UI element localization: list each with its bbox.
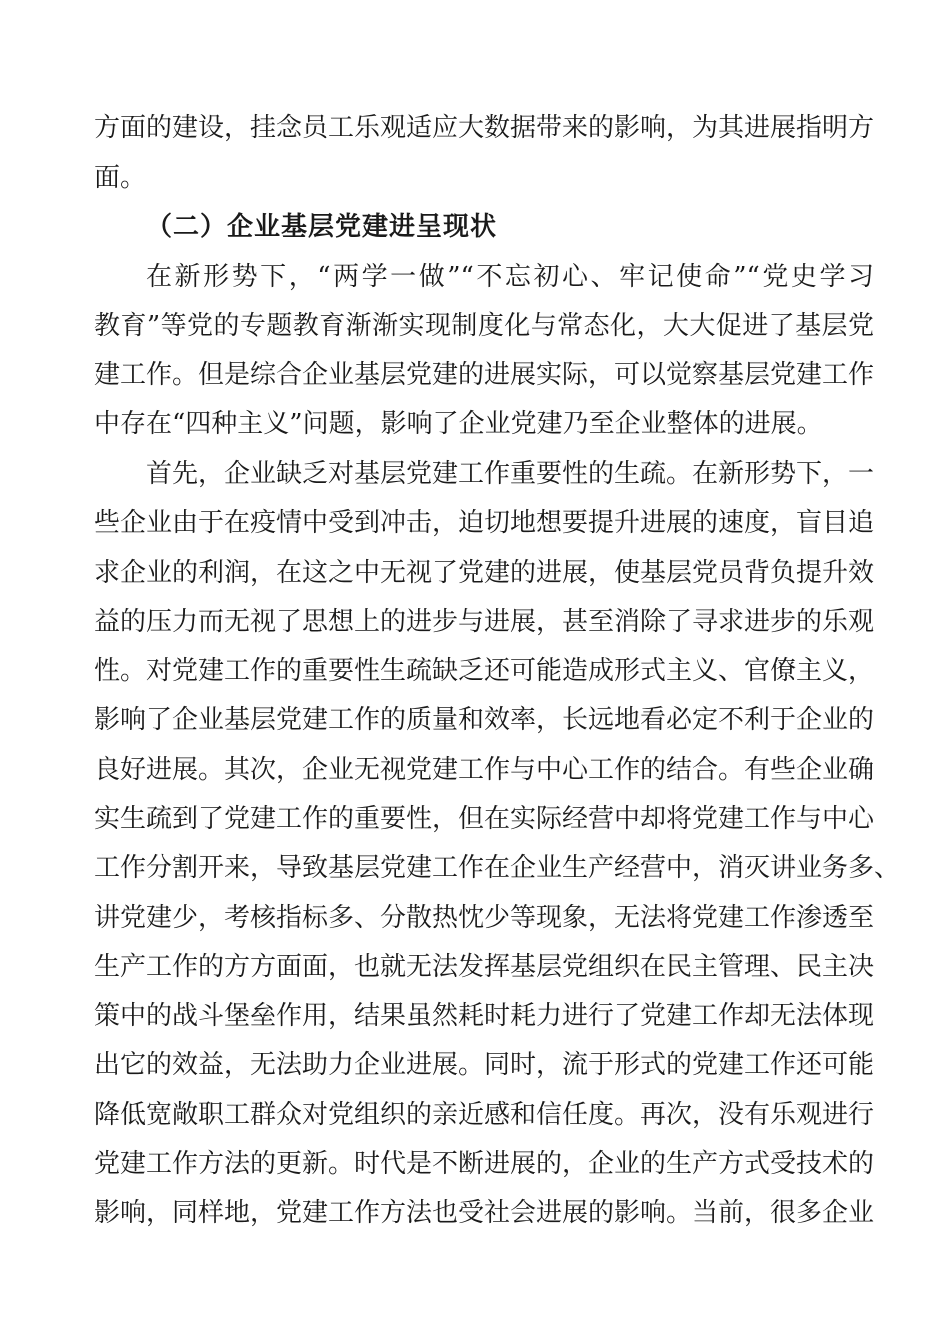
paragraph-line: 实生疏到了党建工作的重要性，但在实际经营中却将党建工作与中心	[94, 804, 875, 834]
paragraph-line: 益的压力而无视了思想上的进步与进展，甚至消除了寻求进步的乐观	[94, 607, 875, 637]
paragraph-line: 首先，企业缺乏对基层党建工作重要性的生疏。在新形势下，一	[146, 459, 875, 489]
paragraph-line: 策中的战斗堡垒作用，结果虽然耗时耗力进行了党建工作却无法体现	[94, 1001, 875, 1031]
paragraph-line: 影响了企业基层党建工作的质量和效率，长远地看必定不利于企业的	[94, 705, 875, 735]
paragraph-line: 教育”等党的专题教育渐渐实现制度化与常态化，大大促进了基层党	[94, 311, 874, 341]
paragraph-line: 影响，同样地，党建工作方法也受社会进展的影响。当前，很多企业	[94, 1198, 875, 1228]
paragraph-line: 出它的效益，无法助力企业进展。同时，流于形式的党建工作还可能	[94, 1050, 875, 1080]
paragraph-line: 生产工作的方方面面，也就无法发挥基层党组织在民主管理、民主决	[94, 952, 875, 982]
paragraph-line: 党建工作方法的更新。时代是不断进展的，企业的生产方式受技术的	[94, 1149, 875, 1179]
paragraph-line: 些企业由于在疫情中受到冲击，迫切地想要提升进展的速度，盲目追	[94, 508, 875, 538]
paragraph-line: 在新形势下，“两学一做”“不忘初心、牢记使命”“党史学习	[146, 262, 874, 292]
paragraph-line: 工作分割开来，导致基层党建工作在企业生产经营中，消灭讲业务多、	[94, 853, 901, 883]
paragraph-line: 良好进展。其次，企业无视党建工作与中心工作的结合。有些企业确	[94, 755, 875, 785]
paragraph-line: 方面的建设，挂念员工乐观适应大数据带来的影响，为其进展指明方	[94, 113, 875, 143]
paragraph-line: 讲党建少，考核指标多、分散热忱少等现象，无法将党建工作渗透至	[94, 903, 875, 933]
paragraph-line: 求企业的利润，在这之中无视了党建的进展，使基层党员背负提升效	[94, 558, 875, 588]
paragraph-line: 面。	[94, 163, 147, 193]
paragraph-line: 中存在“四种主义”问题，影响了企业党建乃至企业整体的进展。	[94, 409, 823, 439]
paragraph-line: 降低宽敞职工群众对党组织的亲近感和信任度。再次，没有乐观进行	[94, 1100, 875, 1130]
paragraph-line: 建工作。但是综合企业基层党建的进展实际，可以觉察基层党建工作	[94, 360, 875, 390]
section-heading: （二）企业基层党建进呈现状	[146, 212, 498, 242]
paragraph-line: 性。对党建工作的重要性生疏缺乏还可能造成形式主义、官僚主义，	[94, 656, 875, 686]
